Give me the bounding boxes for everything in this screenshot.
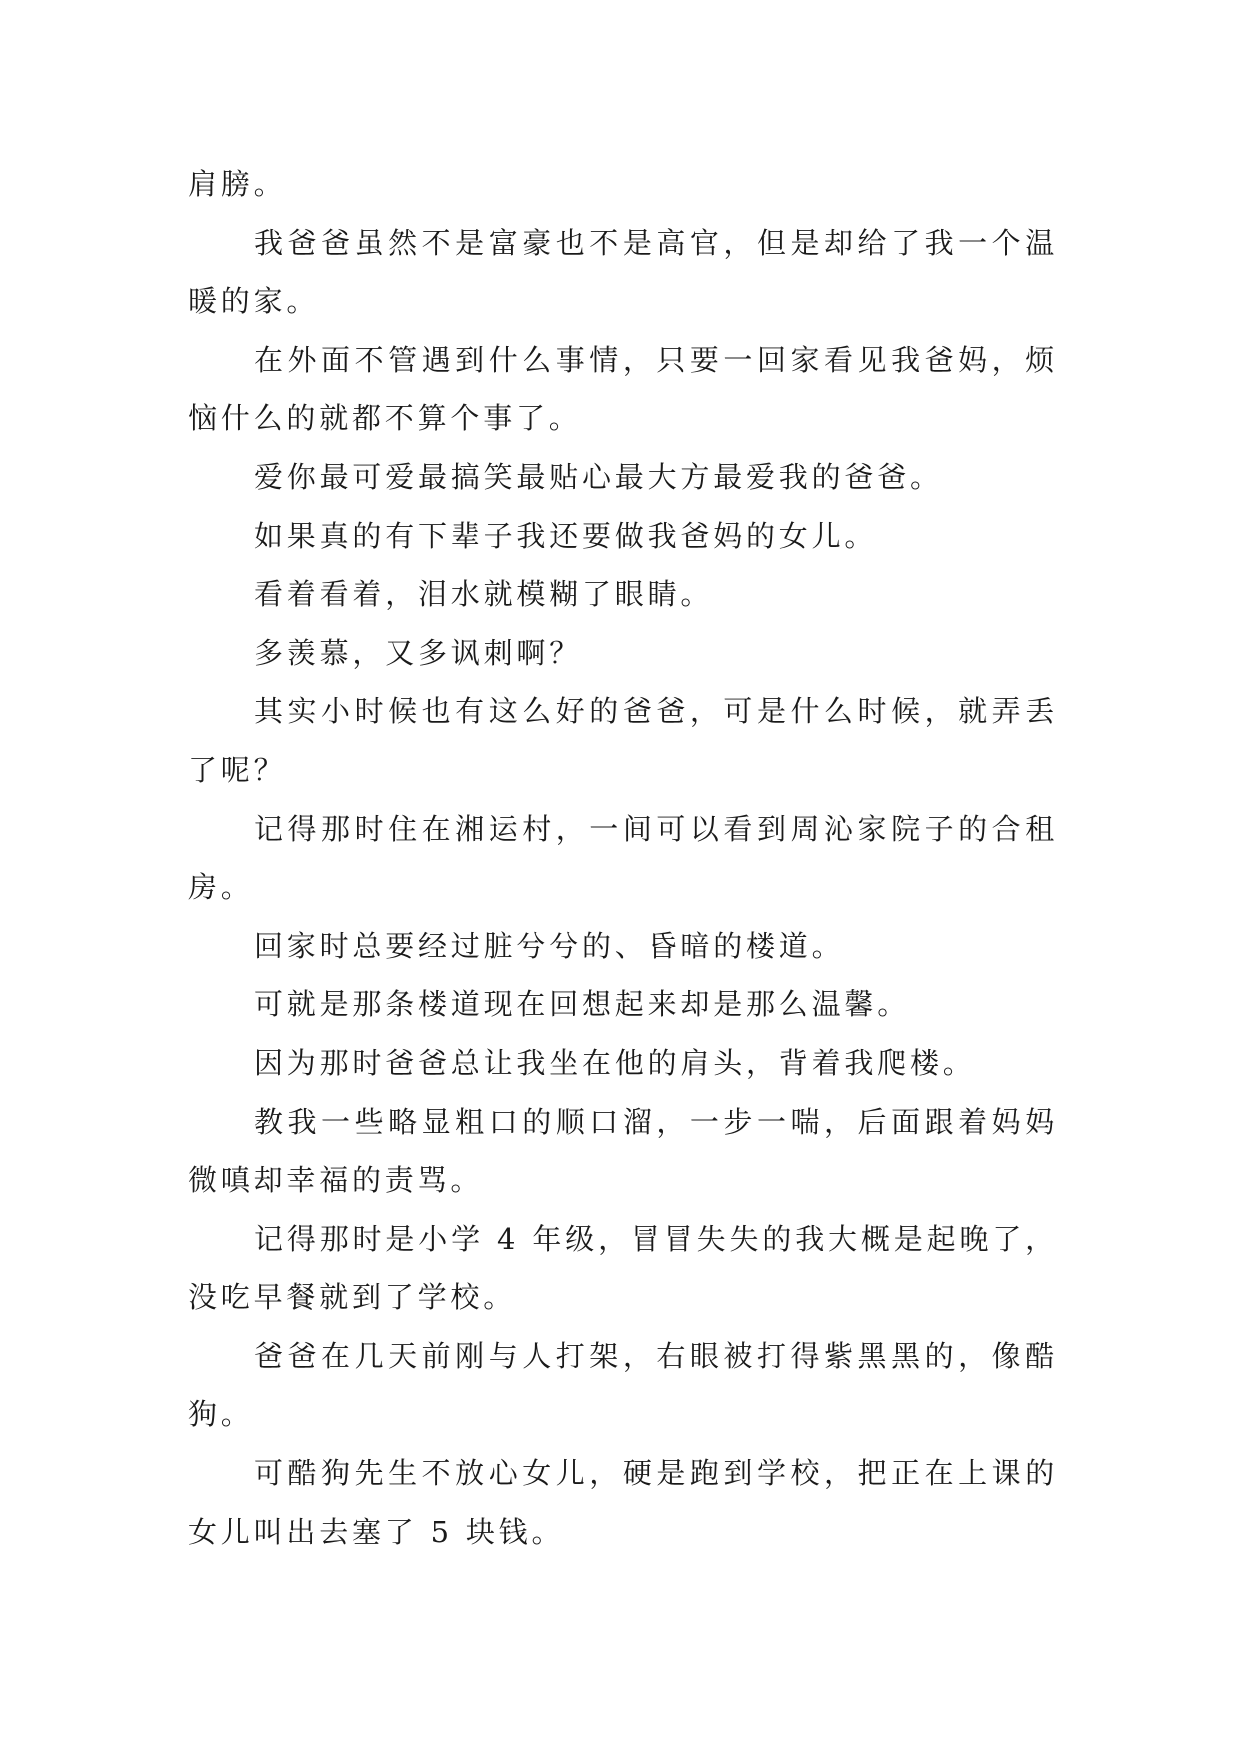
paragraph: 爸爸在几天前刚与人打架，右眼被打得紫黑黑的，像酷狗。 (188, 1338, 1058, 1432)
paragraph: 回家时总要经过脏兮兮的、昏暗的楼道。 (254, 928, 845, 963)
body-text (188, 155, 1058, 1561)
paragraph: 多羡慕，又多讽刺啊？ (254, 635, 583, 670)
paragraph: 可酷狗先生不放心女儿，硬是跑到学校，把正在上课的女儿叫出去塞了 5 块钱。 (188, 1456, 1058, 1549)
paragraph: 看着看着，泪水就模糊了眼睛。 (254, 577, 714, 612)
paragraph: 记得那时是小学 4 年级，冒冒失失的我大概是起晚了，没吃早餐就到了学校。 (188, 1221, 1058, 1315)
paragraph: 可就是那条楼道现在回想起来却是那么温馨。 (254, 987, 911, 1022)
paragraph: 其实小时候也有这么好的爸爸，可是什么时候，就弄丢了呢？ (188, 694, 1058, 787)
paragraph: 在外面不管遇到什么事情，只要一回家看见我爸妈，烦恼什么的就都不算个事了。 (188, 342, 1058, 436)
paragraph: 爱你最可爱最搞笑最贴心最大方最爱我的爸爸。 (254, 459, 943, 494)
paragraph: 记得那时住在湘运村，一间可以看到周沁家院子的合租房。 (188, 811, 1058, 905)
paragraph: 如果真的有下辈子我还要做我爸妈的女儿。 (254, 518, 878, 553)
paragraph: 我爸爸虽然不是富豪也不是高官，但是却给了我一个温暖的家。 (188, 225, 1058, 319)
paragraph: 教我一些略显粗口的顺口溜，一步一喘，后面跟着妈妈微嗔却幸福的责骂。 (188, 1104, 1058, 1198)
paragraph: 因为那时爸爸总让我坐在他的肩头，背着我爬楼。 (254, 1045, 976, 1080)
paragraph: 肩膀。 (188, 167, 287, 201)
